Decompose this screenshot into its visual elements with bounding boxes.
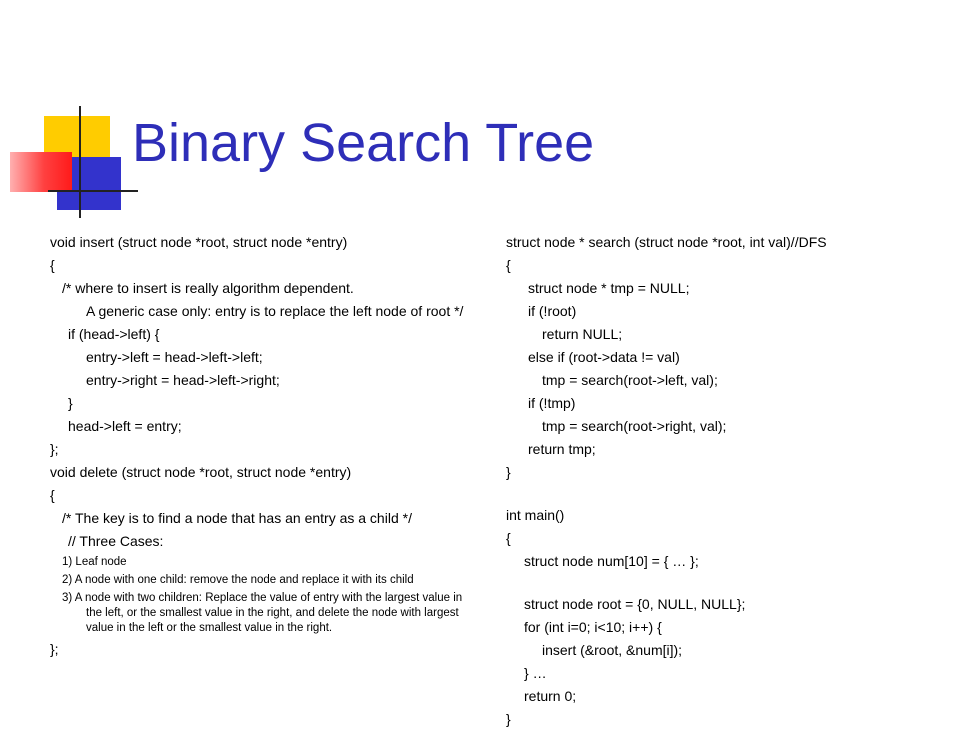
code-line: else if (root->data != val) [528,349,680,365]
code-line: if (head->left) { [68,326,160,342]
code-line: }; [50,641,59,657]
title-decoration-horizontal-line [48,190,138,192]
code-line: entry->right = head->left->right; [86,372,280,388]
title-decoration-red-square [10,152,72,192]
code-line: return NULL; [542,326,623,342]
code-line: /* The key is to find a node that has an entry as a child */ [62,510,412,526]
code-line: struct node root = {0, NULL, NULL}; [524,596,746,612]
code-line: } … [524,665,547,681]
code-line: void insert (struct node *root, struct node *entry) [50,234,348,250]
code-line: // Three Cases: [68,533,164,549]
code-line: return 0; [524,688,577,704]
code-line: entry->left = head->left->left; [86,349,263,365]
code-line: } [506,464,511,480]
code-line: } [506,711,511,727]
slide-title: Binary Search Tree [132,113,595,173]
title-decoration-vertical-line [79,106,81,218]
blank-line [506,484,946,504]
code-line: int main() [506,507,565,523]
left-code-block [50,231,480,661]
blank-line [506,573,946,593]
code-line: struct node num[10] = { … }; [524,553,699,569]
code-line: if (!tmp) [528,395,576,411]
code-line: insert (&root, &num[i]); [542,642,683,658]
code-line: 2) A node with one child: remove the node and replace it with its child [62,574,414,586]
code-line: { [506,530,511,546]
code-line: A generic case only: entry is to replace the left node of root */ [86,303,464,319]
code-line: return tmp; [528,441,596,457]
code-line: tmp = search(root->left, val); [542,372,718,388]
code-line: }; [50,441,59,457]
code-line: 1) Leaf node [62,556,127,568]
code-line: } [68,395,73,411]
code-line: /* where to insert is really algorithm dependent. [62,280,354,296]
code-line: void delete (struct node *root, struct node *entry) [50,464,352,480]
code-line: struct node * tmp = NULL; [528,280,690,296]
code-line: { [50,487,55,503]
code-line: head->left = entry; [68,418,182,434]
code-line: if (!root) [528,303,577,319]
code-line: for (int i=0; i<10; i++) { [524,619,662,635]
right-code-block [506,231,946,731]
code-line: { [506,257,511,273]
code-line: { [50,257,55,273]
code-line: tmp = search(root->right, val); [542,418,727,434]
code-line: struct node * search (struct node *root, int val)//DFS [506,234,827,250]
code-line: 3) A node with two children: Replace the value of entry with the largest value in the left, or the smallest value in the right, and delete the node with largest value in the left or the smallest value in the right. [62,592,463,634]
